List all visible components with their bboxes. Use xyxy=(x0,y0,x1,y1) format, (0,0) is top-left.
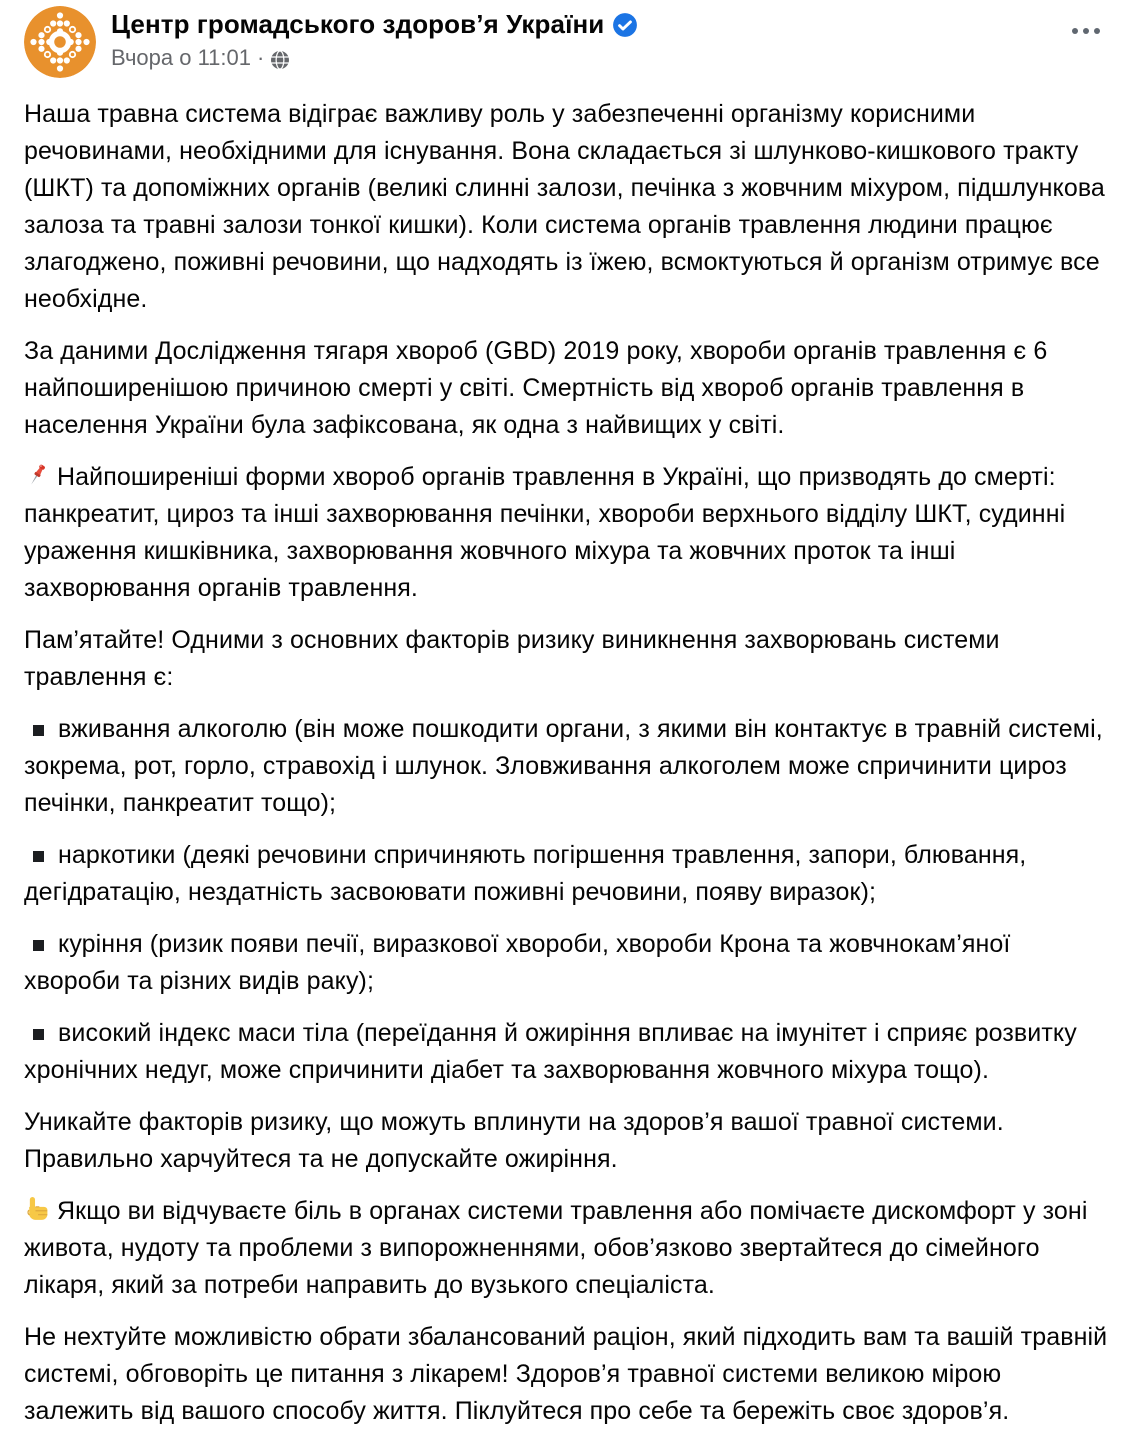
post-paragraph: Не нехтуйте можливістю обрати збалансований раціон, який підходить вам та вашій травній системі, обговоріть це питання з лікарем! Здоров’я травної системи великою мірою залежить від вашого способу життя. Піклуйтеся про себе та бережіть своє здоров’я. xyxy=(24,1323,1108,1425)
black-square-bullet-icon xyxy=(33,940,44,951)
verified-badge-icon xyxy=(612,12,638,38)
post-paragraph: Наша травна система відіграє важливу роль у забезпеченні організму корисними речовинами, необхідними для існування. Вона складається зі шлунково-кишкового тракту (ШКТ) та допоміжних органів (великі слинні залози, печінка з жовчним міхуром, підшлункова залоза та травні залози тонкої кишки). Коли система органів травлення людини працює злагоджено, поживні речовини, що надходять із їжею, всмоктуються й організм отримує все необхідне. xyxy=(24,100,1105,313)
post-bullet-item: куріння (ризик появи печії, виразкової хвороби, хвороби Крона та жовчнокам’яної хвороби та різних видів раку); xyxy=(24,930,1011,995)
post-paragraph: Якщо ви відчуваєте біль в органах системи травлення або помічаєте дискомфорт у зоні живота, нудоту та проблеми з випорожненнями, обов’язково звертайтеся до сімейного лікаря, який за потреби направить до вузького спеціаліста. xyxy=(24,1197,1088,1299)
globe-icon xyxy=(270,49,290,69)
post-timestamp[interactable]: Вчора о 11:01 xyxy=(111,45,251,70)
cphc-dots-logo-icon xyxy=(24,6,96,78)
more-options-button[interactable] xyxy=(1068,18,1104,44)
post-body xyxy=(0,78,1132,1430)
meta-separator: · xyxy=(257,45,265,70)
black-square-bullet-icon xyxy=(33,1029,44,1040)
post-header xyxy=(0,0,1132,78)
post-bullet-item: високий індекс маси тіла (переїдання й ожиріння впливає на імунітет і сприяє розвитку хронічних недуг, може спричинити діабет та захворювання жовчного міхура тощо). xyxy=(24,1019,1077,1084)
black-square-bullet-icon xyxy=(33,851,44,862)
post-bullet-item: наркотики (деякі речовини спричиняють погіршення травлення, запори, блювання, дегідратацію, нездатність засвоювати поживні речовини, появу виразок); xyxy=(24,841,1027,906)
more-options-icon xyxy=(1072,28,1078,34)
red-pushpin-icon xyxy=(24,461,51,488)
page-name-link[interactable]: Центр громадського здоров’я України xyxy=(111,9,605,39)
index-pointing-up-icon xyxy=(24,1195,51,1222)
post-bullet-item: вживання алкоголю (він може пошкодити органи, з якими він контактує в травній системі, зокрема, рот, горло, стравохід і шлунок. Зловживання алкоголем може спричинити цироз печінки, панкреатит тощо); xyxy=(24,715,1103,817)
post-paragraph: Найпоширеніші форми хвороб органів травлення в Україні, що призводять до смерті: панкреатит, цироз та інші захворювання печінки, хвороби верхнього відділу ШКТ, судинні ураження кишківника, захворювання жовчного міхура та жовчних проток та інші захворювання органів травлення. xyxy=(24,463,1066,602)
black-square-bullet-icon xyxy=(33,725,44,736)
post-paragraph: За даними Дослідження тягаря хвороб (GBD) 2019 року, хвороби органів травлення є 6 найпоширенішою причиною смерті у світі. Смертність від хвороб органів травлення в населення України була зафіксована, як одна з найвищих у світі. xyxy=(24,337,1048,439)
post-paragraph: Пам’ятайте! Одними з основних факторів ризику виникнення захворювань системи травлення є: xyxy=(24,626,1000,691)
header-text xyxy=(111,6,638,72)
post-paragraph: Уникайте факторів ризику, що можуть вплинути на здоров’я вашої травної системи. Правильно харчуйтеся та не допускайте ожиріння. xyxy=(24,1108,1004,1173)
avatar[interactable] xyxy=(24,6,96,78)
